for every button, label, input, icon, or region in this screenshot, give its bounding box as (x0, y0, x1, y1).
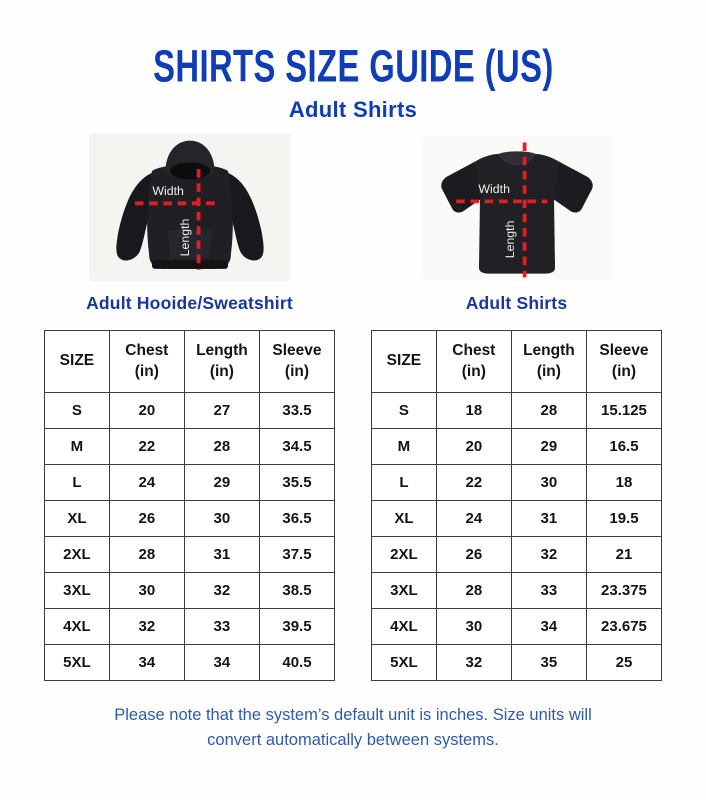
value-cell: 18 (436, 393, 511, 429)
size-cell: XL (45, 501, 110, 537)
header-row (372, 331, 662, 393)
value-cell: 28 (109, 537, 184, 573)
shirt-size-table (371, 330, 662, 681)
value-cell: 34 (109, 645, 184, 681)
value-cell: 28 (436, 573, 511, 609)
table-row (372, 573, 662, 609)
table-row (45, 645, 335, 681)
size-cell: 2XL (45, 537, 110, 573)
hoodie-size-table (44, 330, 335, 681)
value-cell: 34 (184, 645, 259, 681)
table-row (45, 609, 335, 645)
header-row (45, 331, 335, 393)
tshirt-figure (371, 133, 662, 314)
width-label: Width (477, 181, 510, 196)
value-cell: 31 (184, 537, 259, 573)
value-cell: 31 (511, 501, 586, 537)
size-cell: 3XL (45, 573, 110, 609)
length-label: Length (502, 220, 517, 259)
table-row (372, 609, 662, 645)
table-row (372, 429, 662, 465)
value-cell: 15.125 (586, 393, 661, 429)
value-cell: 29 (184, 465, 259, 501)
column-header: Chest (in) (109, 331, 184, 393)
value-cell: 26 (109, 501, 184, 537)
value-cell: 26 (436, 537, 511, 573)
table-row (372, 465, 662, 501)
column-header: Length (in) (511, 331, 586, 393)
width-label: Width (151, 183, 184, 198)
size-cell: L (372, 465, 437, 501)
value-cell: 33.5 (259, 393, 334, 429)
hoodie-caption: Adult Hooide/Sweatshirt (86, 293, 293, 313)
value-cell: 20 (109, 393, 184, 429)
value-cell: 32 (436, 645, 511, 681)
value-cell: 40.5 (259, 645, 334, 681)
size-cell: 2XL (372, 537, 437, 573)
table-row (372, 501, 662, 537)
tshirt-caption: Adult Shirts (465, 293, 568, 313)
value-cell: 19.5 (586, 501, 661, 537)
value-cell: 32 (511, 537, 586, 573)
footer-note-line2: convert automatically between systems. (207, 730, 499, 749)
footer-note-line1: Please note that the system’s default unit is inches. Size units will (114, 706, 592, 724)
size-cell: 4XL (45, 609, 110, 645)
table-row (45, 465, 335, 501)
size-cell: M (45, 429, 110, 465)
column-header: Sleeve (in) (259, 331, 334, 393)
table-row (45, 393, 335, 429)
value-cell: 30 (109, 573, 184, 609)
value-cell: 34.5 (259, 429, 334, 465)
value-cell: 30 (436, 609, 511, 645)
hoodie-hem (152, 260, 228, 269)
footer-note (0, 703, 706, 753)
column-header: SIZE (45, 331, 110, 393)
value-cell: 37.5 (259, 537, 334, 573)
table-row (45, 501, 335, 537)
value-cell: 32 (184, 573, 259, 609)
hoodie-hood-opening (170, 162, 210, 179)
value-cell: 25 (586, 645, 661, 681)
table-row (372, 537, 662, 573)
value-cell: 33 (511, 573, 586, 609)
table-row (45, 537, 335, 573)
size-cell: 4XL (372, 609, 437, 645)
size-cell: S (45, 393, 110, 429)
value-cell: 16.5 (586, 429, 661, 465)
value-cell: 21 (586, 537, 661, 573)
column-header: SIZE (372, 331, 437, 393)
value-cell: 35.5 (259, 465, 334, 501)
table-row (45, 573, 335, 609)
value-cell: 18 (586, 465, 661, 501)
hoodie-figure (44, 133, 335, 314)
column-header: Chest (in) (436, 331, 511, 393)
value-cell: 27 (184, 393, 259, 429)
value-cell: 34 (511, 609, 586, 645)
value-cell: 33 (184, 609, 259, 645)
table-row (372, 645, 662, 681)
value-cell: 39.5 (259, 609, 334, 645)
table-row (45, 429, 335, 465)
size-cell: 5XL (45, 645, 110, 681)
size-cell: L (45, 465, 110, 501)
value-cell: 38.5 (259, 573, 334, 609)
value-cell: 28 (511, 393, 586, 429)
value-cell: 30 (511, 465, 586, 501)
size-cell: S (372, 393, 437, 429)
tshirt-diagram-image (393, 133, 641, 285)
size-cell: 3XL (372, 573, 437, 609)
value-cell: 22 (109, 429, 184, 465)
value-cell: 22 (436, 465, 511, 501)
hoodie-diagram-image (62, 133, 318, 285)
value-cell: 24 (436, 501, 511, 537)
size-cell: XL (372, 501, 437, 537)
page-subtitle: Adult Shirts (288, 97, 418, 122)
value-cell: 35 (511, 645, 586, 681)
size-cell: 5XL (372, 645, 437, 681)
table-row (372, 393, 662, 429)
value-cell: 32 (109, 609, 184, 645)
value-cell: 36.5 (259, 501, 334, 537)
length-label: Length (177, 218, 192, 257)
column-header: Sleeve (in) (586, 331, 661, 393)
size-tables-row (0, 330, 706, 681)
size-cell: M (372, 429, 437, 465)
value-cell: 23.375 (586, 573, 661, 609)
value-cell: 20 (436, 429, 511, 465)
column-header: Length (in) (184, 331, 259, 393)
value-cell: 28 (184, 429, 259, 465)
page-title: SHIRTS SIZE GUIDE (US) (152, 40, 554, 92)
value-cell: 30 (184, 501, 259, 537)
value-cell: 24 (109, 465, 184, 501)
garment-diagrams-row (0, 133, 706, 314)
value-cell: 29 (511, 429, 586, 465)
value-cell: 23.675 (586, 609, 661, 645)
